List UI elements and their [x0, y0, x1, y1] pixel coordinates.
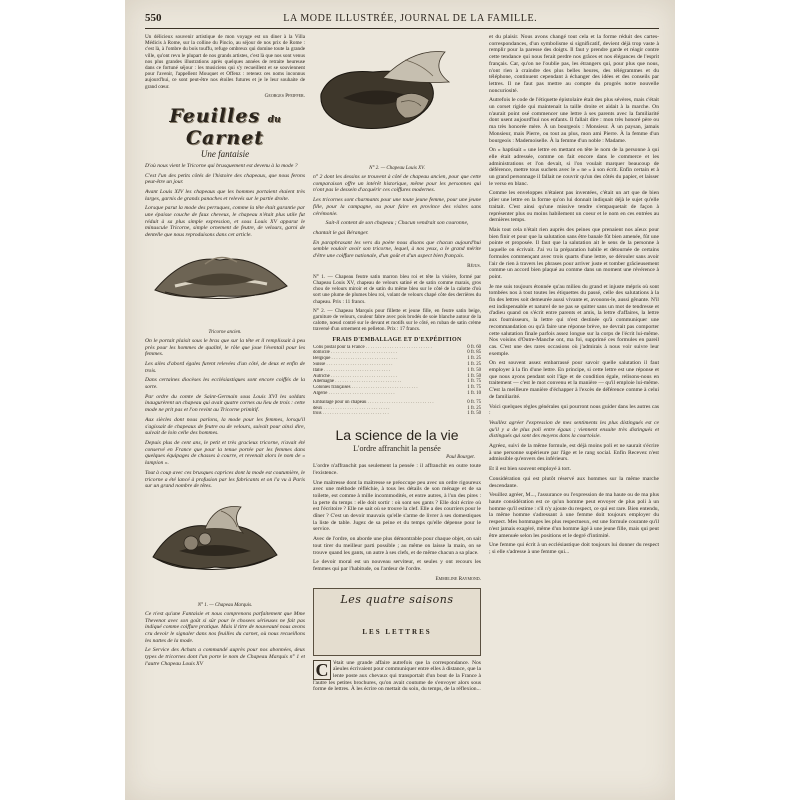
- paragraph: Avant Louis XIV les chapeaux que les hommes portaient étaient très larges, garnis de grands panaches et relevés sur le partie droite.: [145, 188, 305, 202]
- frais-row: Colis postal pour la France . . . 0 fr. 60: [313, 345, 481, 351]
- paragraph: On le portait plaisit sous le bras que sur la tête et il remplissait à peu près pour les hommes de qualité, le rôle que joue l'éventail pour les femmes.: [145, 337, 305, 358]
- section-subtitle: Une fantaisie: [200, 148, 250, 159]
- paragraph: chantait le gai Béranger.: [313, 229, 369, 236]
- paragraph: Voici quelques règles générales qui pourront nous guider dans les autres cas :: [489, 403, 659, 417]
- paragraph: Aux siècles dont nous parlons, la mode pour les femmes, lorsqu'il s'agissait de chapeaux de feutre ou de velours, suivait pour ainsi dire, suivait de loin celle des hommes.: [145, 416, 305, 437]
- paragraph: N° 2. — Chapeau Marquis pour fillette et jeune fille, en feutre satin beige, garniture de velours, couleur fabre avec pois brodés de soie blanche autour de la calotte, nœud contré sur le devant et motifs sur le côté, en ruban de satin crème traversé d'un ornement en pelleton. Prix : 17 francs.: [313, 307, 481, 333]
- paragraph: Une maîtresse dont la maîtresse se préoccupe peu avec un ordre rigoureux avec une méthode réfléchie, à tous les détails de son ménage et de sa toilette, est comme à mille incommodités, et entre autres, à l'un des pires : la perte du temps : elle doit sortir : où sont ses gants ? Elle doit écrire où est l'écritoire ? Elle ne sait où se trouve la clef. Elle a des courriers pour le dîner ? C'est un devoir mauvais qu'elle s'arme de livrer à ses domestiques la liste de table. Jugez de sa peine et du temps qu'elle dépense pour le service.: [313, 479, 481, 533]
- lettres-paragraph: C 'était une grande affaire autrefois que la correspondance. Nos aïeules écrivaient pour communiquer entre elles à distance, que la lente poste aux chevaux qui transportait d'un bout de la France à l'autre les petites brochures, qu'on avait coutume de s'envoyer alors sous forme de lettres. À les écrire on mettait du soin, du temps, de la réflexion...: [313, 659, 481, 693]
- section-title-feuilles: Feuilles: [169, 104, 261, 127]
- frais-row: domicile . . . 0 fr. 85: [313, 350, 481, 356]
- paragraph: Une femme qui écrit à un ecclésiastique doit toujours lui donner du respect ; si elle s'adresse à une femme qui...: [489, 542, 659, 555]
- page-number: 550: [145, 12, 162, 24]
- paragraph: Je me suis toujours étonnée qu'au milieu du grand et injuste mépris où sont tombées nos à tout toutes les étiquettes du passé, celle des salutations à la fin des lettres soit demeurée aussi vivante et, avouons-le, aussi gênante. N'il est indispensable et naturel de ne pas se quitter sans un mot de tendresse et d'adieu quand on s'écrit entre parents et amis, la lettre d'affaires, la lettre aux fournisseurs, la lettre qui n'est destinée qu'à communiquer une recommandation ou qu'à faire une réponse brève, ne devrait pas comporter cette salutation finale parfois assez longue sur la corps de l'écrit lui-même. Nos voisins d'Outre-Manche ont, ma foi, supprimé ces formules en pareil cas. C'est une des rares occasions où j'admirais à nous voir suivre leur exemple.: [489, 283, 659, 357]
- frais-row: Belgique . . . 1 fr. 25: [313, 356, 481, 362]
- frais-title: FRAIS D'EMBALLAGE ET D'EXPÉDITION: [332, 336, 462, 343]
- paragraph: C'est l'un des petits côtés de l'histoire des chapeaux, que nous ferons peut-être un jour.: [145, 172, 305, 186]
- fig1-caption: Tricorne ancien.: [208, 329, 242, 335]
- paragraph: Le Service des Achats a commandé auprès pour nos abonnées, deux types de tricornes dont l'un porte le nom de Chapeau Marquis n° 1 et l'autre Chapeau Louis XV: [145, 647, 305, 667]
- paragraph: et du plaisir. Nous avons changé tout cela et la forme réduit des cartes-correspondances, d'un symbolisme si significatif, devient déjà trop vaste à remplir pour la paresse des doigts. Il faut y prendre garde et réagir contre cette tendance qui nous ferait perdre nos grâces et nos élégances de l'esprit français. Car, qu'on ne l'oublie pas, les étrangers qui, pour plus que nous, n'ont rien à craindre des plus belles heures, des télégrammes et du téléphone, continuent cependant à échanger des idées et des conseils par lettres. Il ne faut pas mettre au compte du progrès notre nouvelle noncuriosité.: [489, 34, 659, 94]
- page-header: [145, 12, 659, 26]
- intro-signature: Georges Pfeiffer.: [264, 92, 305, 99]
- paragraph: Veuillez agréer, M..., l'assurance ou l'expression de ma haute ou de ma plus haute considération est ce qu'un homme peut envoyer de plus poli à un homme qu'il estime : s'il n'y ajoute du respect, ce qui est rare. Bien entendu, la même homme s'adressant à une femme doit toujours employer du respect. Mes hommages les plus respectueux, est une formule courante qu'il n'est jamais exagéré, même d'un homme âgé à une jeune fille, mais qui peut être amenuée selon les positions et le degré d'intimité.: [489, 492, 659, 539]
- paragraph: On « haptisait » une lettre en mettant en tête le nom de la personne à qui elle était adressée, comme on fait encore dans le commerce et les administrations et l'on devait, si l'on voulait marquer beaucoup de déférence, mettre tous suchets avec le « ne » à son écrit. Enfin certain et à un grand personnage il fallait ne couvrir qu'un des côtés du papier, et laisser le verso en blanc.: [489, 147, 659, 187]
- science-author: Paul Bourget.: [446, 454, 475, 461]
- science-title: La science de la vie: [335, 427, 459, 444]
- paragraph: Les ailes d'abord égales furent relevées d'un côté, de deux et enfin de trois.: [145, 360, 305, 374]
- paragraph: Ce n'est qu'une Fantaisie et nous comprenons parfaitement que Mme Thevenot avec son goût si sûr pour le chosees sérieuses ne fait pas indiqué comme coiffure pratique. Mais il titre de nouveauté nous avons cru devoir le signaler dans nos feuilles du carnet, où nous recueillons les nattes de la mode.: [145, 610, 305, 644]
- paragraph: Tout à coup avec ces brusques caprices dont la mode est coutumière, le tricorne a été lancé à profusion par les fabricants et on l'a vu à Paris sur un grand nombre de têtes.: [145, 469, 305, 490]
- newspaper-page: [125, 0, 675, 800]
- fig2-caption: N° 1. — Chapeau Marquis.: [197, 602, 253, 608]
- frais-row: deux . . . 1 fr. 25: [313, 406, 481, 412]
- paragraph: Agréez, suivi de la même formule, est déjà moins poli et ne saurait s'écrire à une personne supérieure par l'âge et le rang social. Enfin Recevez n'est admissible qu'envers des inférieurs.: [489, 443, 659, 463]
- quatre-saisons-banner: [313, 588, 481, 656]
- tricorne-ancien-illustration: [145, 246, 295, 320]
- frais-row: Allemagne . . . 1 fr. 75: [313, 379, 481, 385]
- verse: Sait-il content de son chapeau ; Chacun vendrait son couronne,: [325, 220, 469, 227]
- frais-row: Emballage pour un chapeau . . . 0 fr. 75: [313, 400, 481, 406]
- paragraph: Comme les enveloppes n'étaient pas inventées, c'était un art que de bien plier une lettre en la forme qu'on lui donnait indiquait déjà le sujet qu'elle traitait. C'est ainsi qu'une missive tendre s'empaquetait de façon à représenter plus ou moins habilement un coeur et le nom en ces entrées au dernières temps.: [489, 190, 659, 224]
- paragraph: Considération qui est plutôt réservé aux hommes sur la même marche descendante.: [489, 475, 659, 489]
- science-subtitle: L'ordre affranchit la pensée: [353, 444, 441, 454]
- banner-subtitle: LES LETTRES: [362, 627, 432, 636]
- section-title-du: du: [267, 114, 281, 125]
- section-title-carnet: Carnet: [185, 126, 265, 149]
- paragraph: Le devoir moral est un nouveau serviteur, et seules y ont recours les femmes qui par l'habitude, ou l'ardeur de l'ordre.: [313, 559, 481, 572]
- paragraph: Dans certaines diocèses les ecclésiastiques sont encore coiffés de la sorte.: [145, 377, 305, 391]
- paragraph: Les tricornes sont charmants pour une toute jeune femme, pour une jeune fille, pour la campagne, ou pour faire en province des visites sans cérémonie.: [313, 197, 481, 217]
- intro-paragraph: Un délicieux souvenir artistique de mon voyage est un diner à la Villa Médicis à Rome, sur la colline du Pincio, au séjour de nos prix de Rome : c'est là, à l'ombre du bois touffu, refuge ombreux qui domine toute la grande ville, qu'ont revu le plupart de nos grands artistes, c'est là que nos sont venus nos plus grandes illustrations après quelques années de retraite heureuse dans ce fortuné séjour : les musiciens qui s'y recueillent et se souviennent pour l'avenir, l'appellent Mouquet et Offenz : retenez ces noms inconnus aujourd'hui, ce sont peut-être nos étoiles futures et je le leur souhaite de grand cœur.: [145, 34, 305, 90]
- header-rule: [145, 28, 659, 29]
- column-left: [145, 34, 305, 794]
- banner-title: Les quatre saisons: [340, 592, 454, 606]
- paragraph: Avec de l'ordre, on aborde une plus démontrable pour chaque objet, on sait tout tirer du meilleur parti possible ; au même on laisse la main, on se trouve quand les gants, un autre à ses clefs, et de même chacun a sa place.: [313, 536, 481, 556]
- column-right: [489, 34, 659, 794]
- frais-row: Italie . . . 1 fr. 50: [313, 368, 481, 374]
- frais-row: Autriche . . . 1 fr. 50: [313, 374, 481, 380]
- frais-row: Suisse . . . 1 fr. 25: [313, 362, 481, 368]
- fig3-caption: N° 2. — Chapeau Louis XV.: [369, 166, 425, 171]
- paragraph: En paraphrasant les vers du poète nous disons que chacun aujourd'hui semble vouloir avoir son tricorne, lequel, à nos yeux, a le grand mérite d'être une coiffure nationale, d'un goût et d'un aspect bien français.: [313, 239, 481, 260]
- frais-row: Algérie . . . 1 fr. 10: [313, 391, 481, 397]
- paragraph: Et il est bien souvent employé à tort.: [489, 466, 572, 473]
- column-middle: [313, 34, 481, 794]
- paragraph: Mais tout cela n'était rien auprès des peines que prenaient nos aïeux pour bien finir et pour que la salutation sans être banale fût bien amenée, fût une pointe et proposée. Il faut que la salutation ait le sens de la personne à laquelle on écrivait. J'ai vu la préparation habile et détournée de certains formules commençant avec trois quarts d'une lettre, se dérouler sans avoir l'air de rien à travers les phrases pour arriver juste et tomber grâcieusement comme un accord bien plaqué au comme dans un moment une révérence à point.: [489, 226, 659, 280]
- chapeau-louis-xv-illustration: [313, 38, 463, 156]
- journal-title: LA MODE ILLUSTRÉE, JOURNAL DE LA FAMILLE.: [283, 13, 538, 24]
- paragraph: L'ordre n'affranchit pas seulement la pensée : il affranchit en outre toute l'existence.: [313, 463, 481, 476]
- section-title: [145, 105, 305, 149]
- signature-b: Emmeline Raymond.: [435, 575, 481, 582]
- paragraph: n° 2 dont les dessins se trouvent à côté de chapeau ancien, pour que cette comparaison offre un intérêt historique, même pour les personnes qui n'ont pas le dessein d'acquérir ces coiffures modernes.: [313, 174, 481, 194]
- frais-table: [313, 345, 481, 418]
- dropcap: C: [313, 660, 331, 680]
- paragraph: Par ordre du comte de Saint-Germain sous Louis XVI les soldats inaugurèrent un chapeau qui avait quatre cornes au lieu de trois : cette mode ne prit pas et l'on revint au Tricorne primitif.: [145, 393, 305, 414]
- frais-row: Colonies françaises . . . 1 fr. 75: [313, 385, 481, 391]
- paragraph: Autrefois le code de l'étiquette épistolaire était des plus sévères, mais c'était un corset rigide qui maintenait la taille droite et aidait à la marche. On n'aurait point osé commencer une lettre à ses parents avec la familiarité dont usent aujourd'hui nos enfants. Il fallait dire : mon très honoré père ou ma très honorée mère. À un bourgeois : Monsieur. À un paysan, jamais Monsieur, mais Pierre, ou tout au plus, mon ami Pierre. À la femme d'un bourgeois : Mademoiselle. À la femme d'un noble : Madame.: [489, 97, 659, 144]
- paragraph: Lorsque parut la mode des perruques, comme la tête était garantie par une épaisse couche de faux cheveux, le chapeau n'était plus utile fut réduit à sa plus simple expression, et sous Louis XV apparut le minuscule Tricorne, simple ornement de feutre, de velours, garni de dentelle que nous reproduisons dans cet article.: [145, 205, 305, 239]
- frais-row: trois . . . 1 fr. 50: [313, 411, 481, 417]
- paragraph: Depuis plus de cent ans, le petit et très gracieux tricorne, n'avait été conservé en France que pour la tenue portée par les femmes dans quelques équipages de chasses à courre, et revenait alors le nom de « lampion ».: [145, 440, 305, 467]
- paragraph: D'où nous vient le Tricorne qui brusquement est devenu à la mode ?: [145, 162, 298, 169]
- signature-a: Réjus.: [467, 262, 481, 269]
- paragraph: N° 1. — Chapeau feutre satin marron bleu roi et tête la visière, formé par Chapeau Louis XV, chapeau de velours satiné et de satin comme marais, gros chou de velours miroir et de satin du même bleu sur le côté de la calotte d'où sort une plume de plumes bleu roi, volant de velours chapé côte des derrières du chapeau. Prix : 11 francs.: [313, 273, 481, 305]
- paragraph: On est souvent assez embarrassé pour savoir quelle salutation il faut employer à la fin d'une lettre. En principe, si cette lettre est une réponse et que nous ayons pendant soit l'âge et de condition égale, relisons-nous en traitement — c'est le mot convenu et la manière — qu'il emploie lui-même. C'est la meilleure manière d'échapper à l'excès de déférence comme à celui de familiarité.: [489, 360, 659, 400]
- paragraph: Veuillez agréer l'expression de mes sentiments les plus distingués est ce qu'il y a de plus poli entre égaux ; viennent ensuite très distingués et distingués qui sont des moyens dans la courtoisie.: [489, 419, 659, 440]
- chapeau-marquis-illustration: [145, 497, 285, 593]
